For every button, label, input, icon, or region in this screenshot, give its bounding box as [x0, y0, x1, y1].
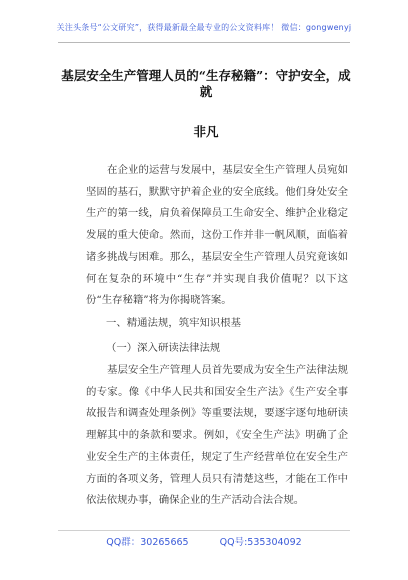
footer-qq-number: QQ号:535304092	[219, 537, 302, 548]
section-heading: 一、精通法规，筑牢知识根基	[106, 317, 242, 329]
document-title: 基层安全生产管理人员的“生存秘籍”：守护安全，成就	[61, 68, 351, 99]
subsection-heading: （一）深入研读法律法规	[106, 342, 221, 354]
page-header-notice: 关注头条号“公文研究”，获得最新最全最专业的公文资料库！ 微信：gongwenyj	[56, 23, 352, 32]
footer-qq-group: QQ群：30265665	[106, 537, 189, 548]
footer-divider	[58, 530, 350, 531]
page-footer	[0, 534, 408, 548]
intro-paragraph: 在企业的运营与发展中，基层安全生产管理人员宛如坚固的基石，默默守护着企业的安全底线。他们身处安全生产的第一线，肩负着保障员工生命安全、维护企业稳定发展的重大使命。然而，这份工作并非一帆风顺，面临着诸多挑战与困难。那么，基层安全生产管理人员究竟该如何在复杂的环境中“生存”并实现自我价值呢？以下这份“生存秘籍”将为你揭晓答案。	[86, 164, 348, 307]
body-paragraph: 基层安全生产管理人员首先要成为安全生产法律法规的专家。像《中华人民共和国安全生产法》《生产安全事故报告和调查处理条例》等重要法规，要逐字逐句地研读理解其中的条款和要求。例如，《安全生产法》明确了企业安全生产的主体责任，规定了生产经营单位在安全生产方面的各项义务，管理人员只有清楚这些，才能在工作中依法依规办事，确保企业的生产活动合法合规。	[86, 364, 348, 507]
document-title-continuation: 非凡	[193, 124, 219, 139]
header-divider	[58, 42, 350, 43]
